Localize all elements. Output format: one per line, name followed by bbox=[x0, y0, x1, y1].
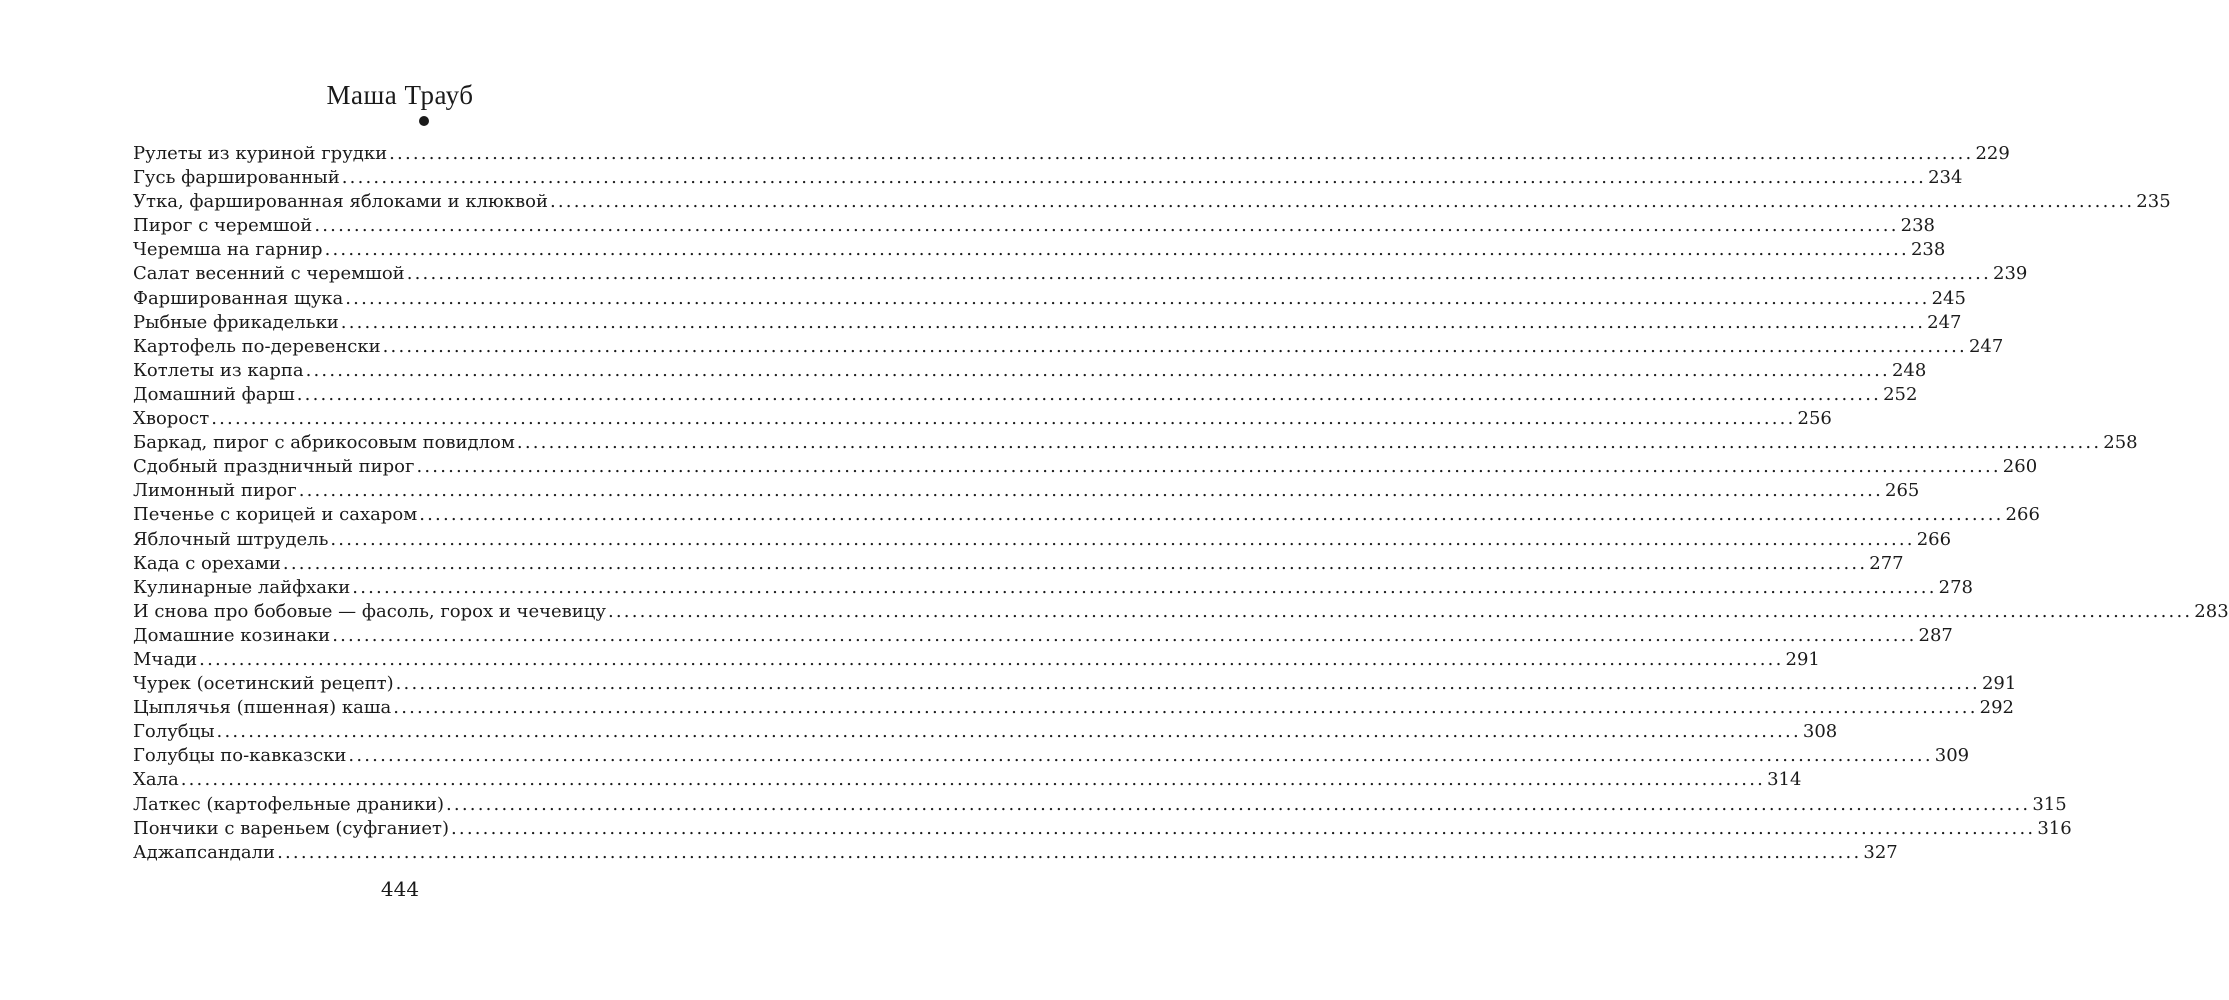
dot-leader bbox=[345, 287, 1929, 311]
dot-leader bbox=[211, 407, 1795, 431]
dot-leader bbox=[608, 600, 2192, 624]
bullet-ornament-icon bbox=[419, 116, 429, 126]
toc-entry bbox=[133, 262, 2028, 286]
dot-leader bbox=[407, 262, 1991, 286]
toc-entry-title: Латкес (картофельные драники) bbox=[133, 793, 445, 815]
toc-entry bbox=[133, 648, 1820, 672]
toc-entry bbox=[133, 720, 1838, 744]
dot-leader bbox=[348, 744, 1932, 768]
toc-entry bbox=[133, 696, 2014, 720]
dot-leader bbox=[550, 190, 2134, 214]
toc-entry bbox=[133, 383, 1918, 407]
dot-leader bbox=[299, 479, 1883, 503]
toc-entry-page: 266 bbox=[2005, 504, 2040, 526]
toc-entry bbox=[133, 142, 2010, 166]
toc-entry-page: 277 bbox=[1869, 552, 1904, 574]
toc-entry-page: 315 bbox=[2032, 793, 2067, 815]
toc-entry-title: Утка, фаршированная яблоками и клюквой bbox=[133, 191, 548, 213]
toc-entry-title: Котлеты из карпа bbox=[133, 359, 304, 381]
toc-entry-title: Гусь фаршированный bbox=[133, 167, 340, 189]
toc-entry bbox=[133, 479, 1920, 503]
toc-entry-page: 309 bbox=[1934, 745, 1970, 767]
toc-entry-title: Хала bbox=[133, 769, 179, 791]
toc-entry bbox=[133, 431, 2138, 455]
toc-entry-page: 287 bbox=[1918, 624, 1953, 646]
running-header-author: Маша Трауб bbox=[326, 80, 474, 110]
toc-entry-title: Фаршированная щука bbox=[133, 287, 344, 309]
toc-entry-page: 239 bbox=[1993, 263, 2028, 285]
toc-entry-title: Баркад, пирог с абрикосовым повидлом bbox=[133, 432, 515, 454]
toc-entry bbox=[133, 817, 2072, 841]
toc-entry-title: Рулеты из куриной грудки bbox=[133, 143, 388, 164]
toc-entry-title: Чурек (осетинский рецепт) bbox=[133, 673, 394, 695]
toc-entry-title: Яблочный штрудель bbox=[133, 528, 329, 550]
toc-entry-page: 258 bbox=[2103, 432, 2138, 454]
dot-leader bbox=[332, 624, 1916, 648]
toc-entry-page: 229 bbox=[1975, 143, 2010, 164]
toc-entry-page: 245 bbox=[1931, 287, 1966, 309]
toc-entry-page: 238 bbox=[1900, 215, 1936, 237]
toc-entry bbox=[133, 287, 1966, 311]
toc-entry-title: Цыплячья (пшенная) каша bbox=[133, 697, 392, 719]
toc-entry bbox=[133, 238, 1946, 262]
dot-leader bbox=[389, 142, 1973, 166]
toc-entry-page: 283 bbox=[2194, 600, 2229, 622]
dot-leader bbox=[330, 528, 1914, 552]
toc-entry-page: 235 bbox=[2136, 191, 2171, 213]
toc-entry-title: Салат весенний с черемшой bbox=[133, 263, 405, 285]
toc-entry-title: Сдобный праздничный пирог bbox=[133, 456, 415, 478]
toc-entry-title: Черемша на гарнир bbox=[133, 239, 323, 261]
dot-leader bbox=[325, 238, 1909, 262]
toc-entry-title: Печенье с корицей и сахаром bbox=[133, 504, 418, 526]
toc-entry-title: Када с орехами bbox=[133, 552, 281, 574]
dot-leader bbox=[396, 672, 1980, 696]
toc-entry-page: 292 bbox=[1979, 697, 2014, 719]
dot-leader bbox=[297, 383, 1881, 407]
toc-entry-title: Мчади bbox=[133, 648, 198, 670]
toc-entry-title: Лимонный пирог bbox=[133, 480, 297, 502]
toc-entry bbox=[133, 407, 1832, 431]
dot-leader bbox=[181, 768, 1765, 792]
toc-entry bbox=[133, 672, 2017, 696]
toc-entry bbox=[133, 503, 2040, 527]
dot-leader bbox=[342, 166, 1926, 190]
toc-entry bbox=[133, 793, 2067, 817]
dot-leader bbox=[393, 696, 1977, 720]
toc-entry-page: 291 bbox=[1785, 648, 1820, 670]
dot-leader bbox=[451, 817, 2035, 841]
toc-entry-page: 278 bbox=[1938, 576, 1973, 598]
toc-entry bbox=[133, 576, 1973, 600]
toc-entry bbox=[133, 455, 2038, 479]
toc-entry-title: Домашний фарш bbox=[133, 383, 295, 405]
toc-entry bbox=[133, 359, 1927, 383]
toc-entry-page: 247 bbox=[1927, 311, 1962, 333]
dot-leader bbox=[199, 648, 1783, 672]
toc-entry-page: 247 bbox=[1968, 335, 2004, 357]
toc-entry-page: 234 bbox=[1928, 167, 1963, 189]
toc-entry bbox=[133, 841, 1898, 865]
toc-entry-page: 308 bbox=[1802, 721, 1838, 743]
toc-entry bbox=[133, 600, 2229, 624]
toc-entry-page: 316 bbox=[2037, 817, 2072, 839]
toc-entry bbox=[133, 190, 2171, 214]
toc-entry-title: Голубцы по-кавказски bbox=[133, 745, 347, 767]
toc-entry bbox=[133, 311, 1962, 335]
toc-entry bbox=[133, 744, 1970, 768]
dot-leader bbox=[283, 552, 1867, 576]
toc-entry bbox=[133, 552, 1904, 576]
dot-leader bbox=[352, 576, 1936, 600]
toc-entry-page: 265 bbox=[1885, 480, 1920, 502]
table-of-contents bbox=[133, 142, 2229, 865]
toc-entry-page: 266 bbox=[1916, 528, 1952, 550]
toc-entry-page: 291 bbox=[1981, 673, 2017, 695]
toc-entry bbox=[133, 624, 1953, 648]
dot-leader bbox=[383, 335, 1967, 359]
dot-leader bbox=[341, 311, 1925, 335]
toc-entry-page: 252 bbox=[1883, 383, 1918, 405]
toc-entry-title: И снова про бобовые — фасоль, горох и чечевицу bbox=[133, 600, 606, 622]
dot-leader bbox=[306, 359, 1890, 383]
toc-entry-title: Аджапсандали bbox=[133, 841, 276, 863]
toc-entry-page: 238 bbox=[1910, 239, 1946, 261]
toc-entry-title: Голубцы bbox=[133, 721, 215, 743]
dot-leader bbox=[277, 841, 1861, 865]
toc-entry bbox=[133, 166, 1963, 190]
toc-entry-title: Пончики с вареньем (суфганиет) bbox=[133, 817, 449, 839]
toc-entry-title: Картофель по-деревенски bbox=[133, 335, 381, 357]
toc-entry-title: Домашние козинаки bbox=[133, 624, 331, 646]
toc-entry bbox=[133, 214, 1936, 238]
dot-leader bbox=[517, 431, 2101, 455]
toc-entry-title: Хворост bbox=[133, 408, 210, 430]
page-number: 444 bbox=[380, 877, 420, 901]
toc-entry-page: 256 bbox=[1797, 408, 1832, 430]
dot-leader bbox=[446, 793, 2030, 817]
dot-leader bbox=[217, 720, 1801, 744]
toc-entry-page: 327 bbox=[1863, 841, 1898, 863]
toc-entry-page: 248 bbox=[1891, 359, 1927, 381]
dot-leader bbox=[419, 503, 2003, 527]
toc-entry bbox=[133, 528, 1952, 552]
toc-entry-title: Пирог с черемшой bbox=[133, 215, 313, 237]
toc-entry-title: Кулинарные лайфхаки bbox=[133, 576, 351, 598]
toc-entry-title: Рыбные фрикадельки bbox=[133, 311, 339, 333]
toc-entry-page: 314 bbox=[1767, 769, 1802, 791]
dot-leader bbox=[314, 214, 1898, 238]
toc-entry bbox=[133, 768, 1802, 792]
toc-entry bbox=[133, 335, 2004, 359]
toc-entry-page: 260 bbox=[2002, 456, 2038, 478]
dot-leader bbox=[416, 455, 2000, 479]
